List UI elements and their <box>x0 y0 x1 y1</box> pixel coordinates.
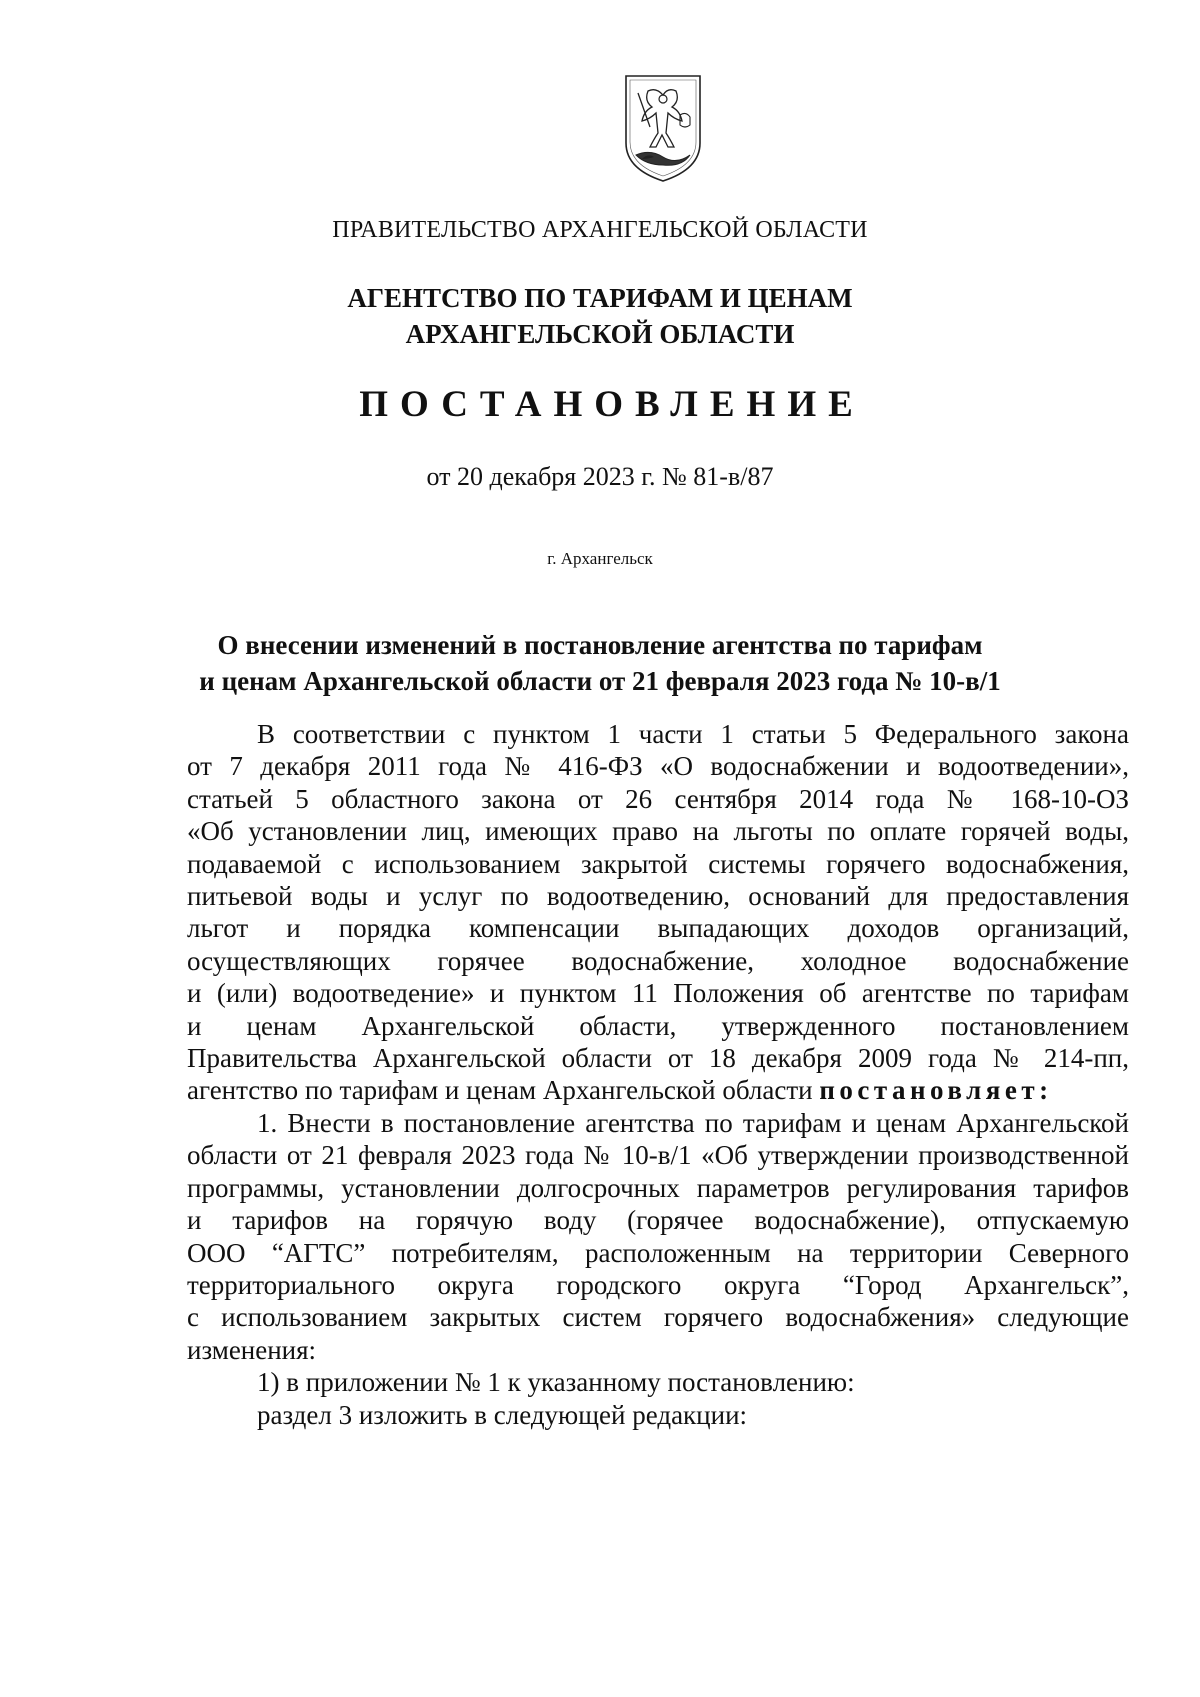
preamble-line: «Об установлении лиц, имеющих право на льготы по оплате горячей воды, <box>187 816 1129 847</box>
preamble-line: подаваемой с использованием закрытой системы горячего водоснабжения, <box>187 848 1129 879</box>
item1-line: программы, установлении долгосрочных параметров регулирования тарифов <box>187 1172 1129 1203</box>
section-note: раздел 3 изложить в следующей редакции: <box>257 1399 748 1430</box>
item1-line: и тарифов на горячую воду (горячее водоснабжение), отпускаемую <box>187 1205 1129 1236</box>
preamble-line: В соответствии с пунктом 1 части 1 статьи 5 Федерального закона <box>257 719 1129 749</box>
document-title-line1: О внесении изменений в постановление агентства по тарифам <box>217 630 983 660</box>
coat-of-arms-emblem <box>620 73 706 185</box>
subitem1: 1) в приложении № 1 к указанному постановлению: <box>257 1367 855 1398</box>
preamble-last-line <box>187 1074 1129 1106</box>
preamble-line: осуществляющих горячее водоснабжение, холодное водоснабжение <box>187 945 1129 976</box>
document-title-line2: и ценам Архангельской области от 21 февраля 2023 года № 10-в/1 <box>199 666 1001 696</box>
item1-line: 1. Внести в постановление агентства по тарифам и ценам Архангельской <box>257 1107 1129 1138</box>
item1-last-line: изменения: <box>187 1334 317 1365</box>
preamble-line: от 7 декабря 2011 года № 416-ФЗ «О водоснабжении и водоотведении», <box>187 751 1129 782</box>
item1-line: территориального округа городского округа “Город Архангельск”, <box>187 1269 1129 1300</box>
decree-word: постановляет: <box>819 1075 1053 1106</box>
item1-line: ООО “АГТС” потребителям, расположенным на территории Северного <box>187 1237 1129 1268</box>
preamble-line: Правительства Архангельской области от 18 декабря 2009 года № 214-пп, <box>187 1043 1129 1074</box>
agency-name-line1: АГЕНТСТВО ПО ТАРИФАМ И ЦЕНАМ <box>347 283 853 313</box>
preamble-line: и ценам Архангельской области, утвержденного постановлением <box>187 1010 1129 1041</box>
preamble-line: питьевой воды и услуг по водоотведению, оснований для предоставления <box>187 881 1129 912</box>
document-body <box>187 718 1129 1431</box>
document-date-number: от 20 декабря 2023 г. № 81-в/87 <box>426 462 774 491</box>
document-type: ПОСТАНОВЛЕНИЕ <box>359 384 865 425</box>
preamble-line: и (или) водоотведение» и пунктом 11 Положения об агентстве по тарифам <box>187 978 1129 1009</box>
preamble-last-text: агентство по тарифам и ценам Архангельской области <box>187 1075 820 1106</box>
agency-name-line2: АРХАНГЕЛЬСКОЙ ОБЛАСТИ <box>405 319 795 349</box>
preamble-line: статьей 5 областного закона от 26 сентября 2014 года № 168-10-ОЗ <box>187 783 1129 814</box>
agency-name <box>0 280 1200 352</box>
document-city: г. Архангельск <box>547 549 653 568</box>
document-title <box>0 627 1200 699</box>
item1-line: области от 21 февраля 2023 года № 10-в/1 «Об утверждении производственной <box>187 1140 1129 1171</box>
item1-line: с использованием закрытых систем горячего водоснабжения» следующие <box>187 1302 1129 1333</box>
preamble-line: льгот и порядка компенсации выпадающих доходов организаций, <box>187 913 1129 944</box>
government-name: ПРАВИТЕЛЬСТВО АРХАНГЕЛЬСКОЙ ОБЛАСТИ <box>332 217 868 243</box>
